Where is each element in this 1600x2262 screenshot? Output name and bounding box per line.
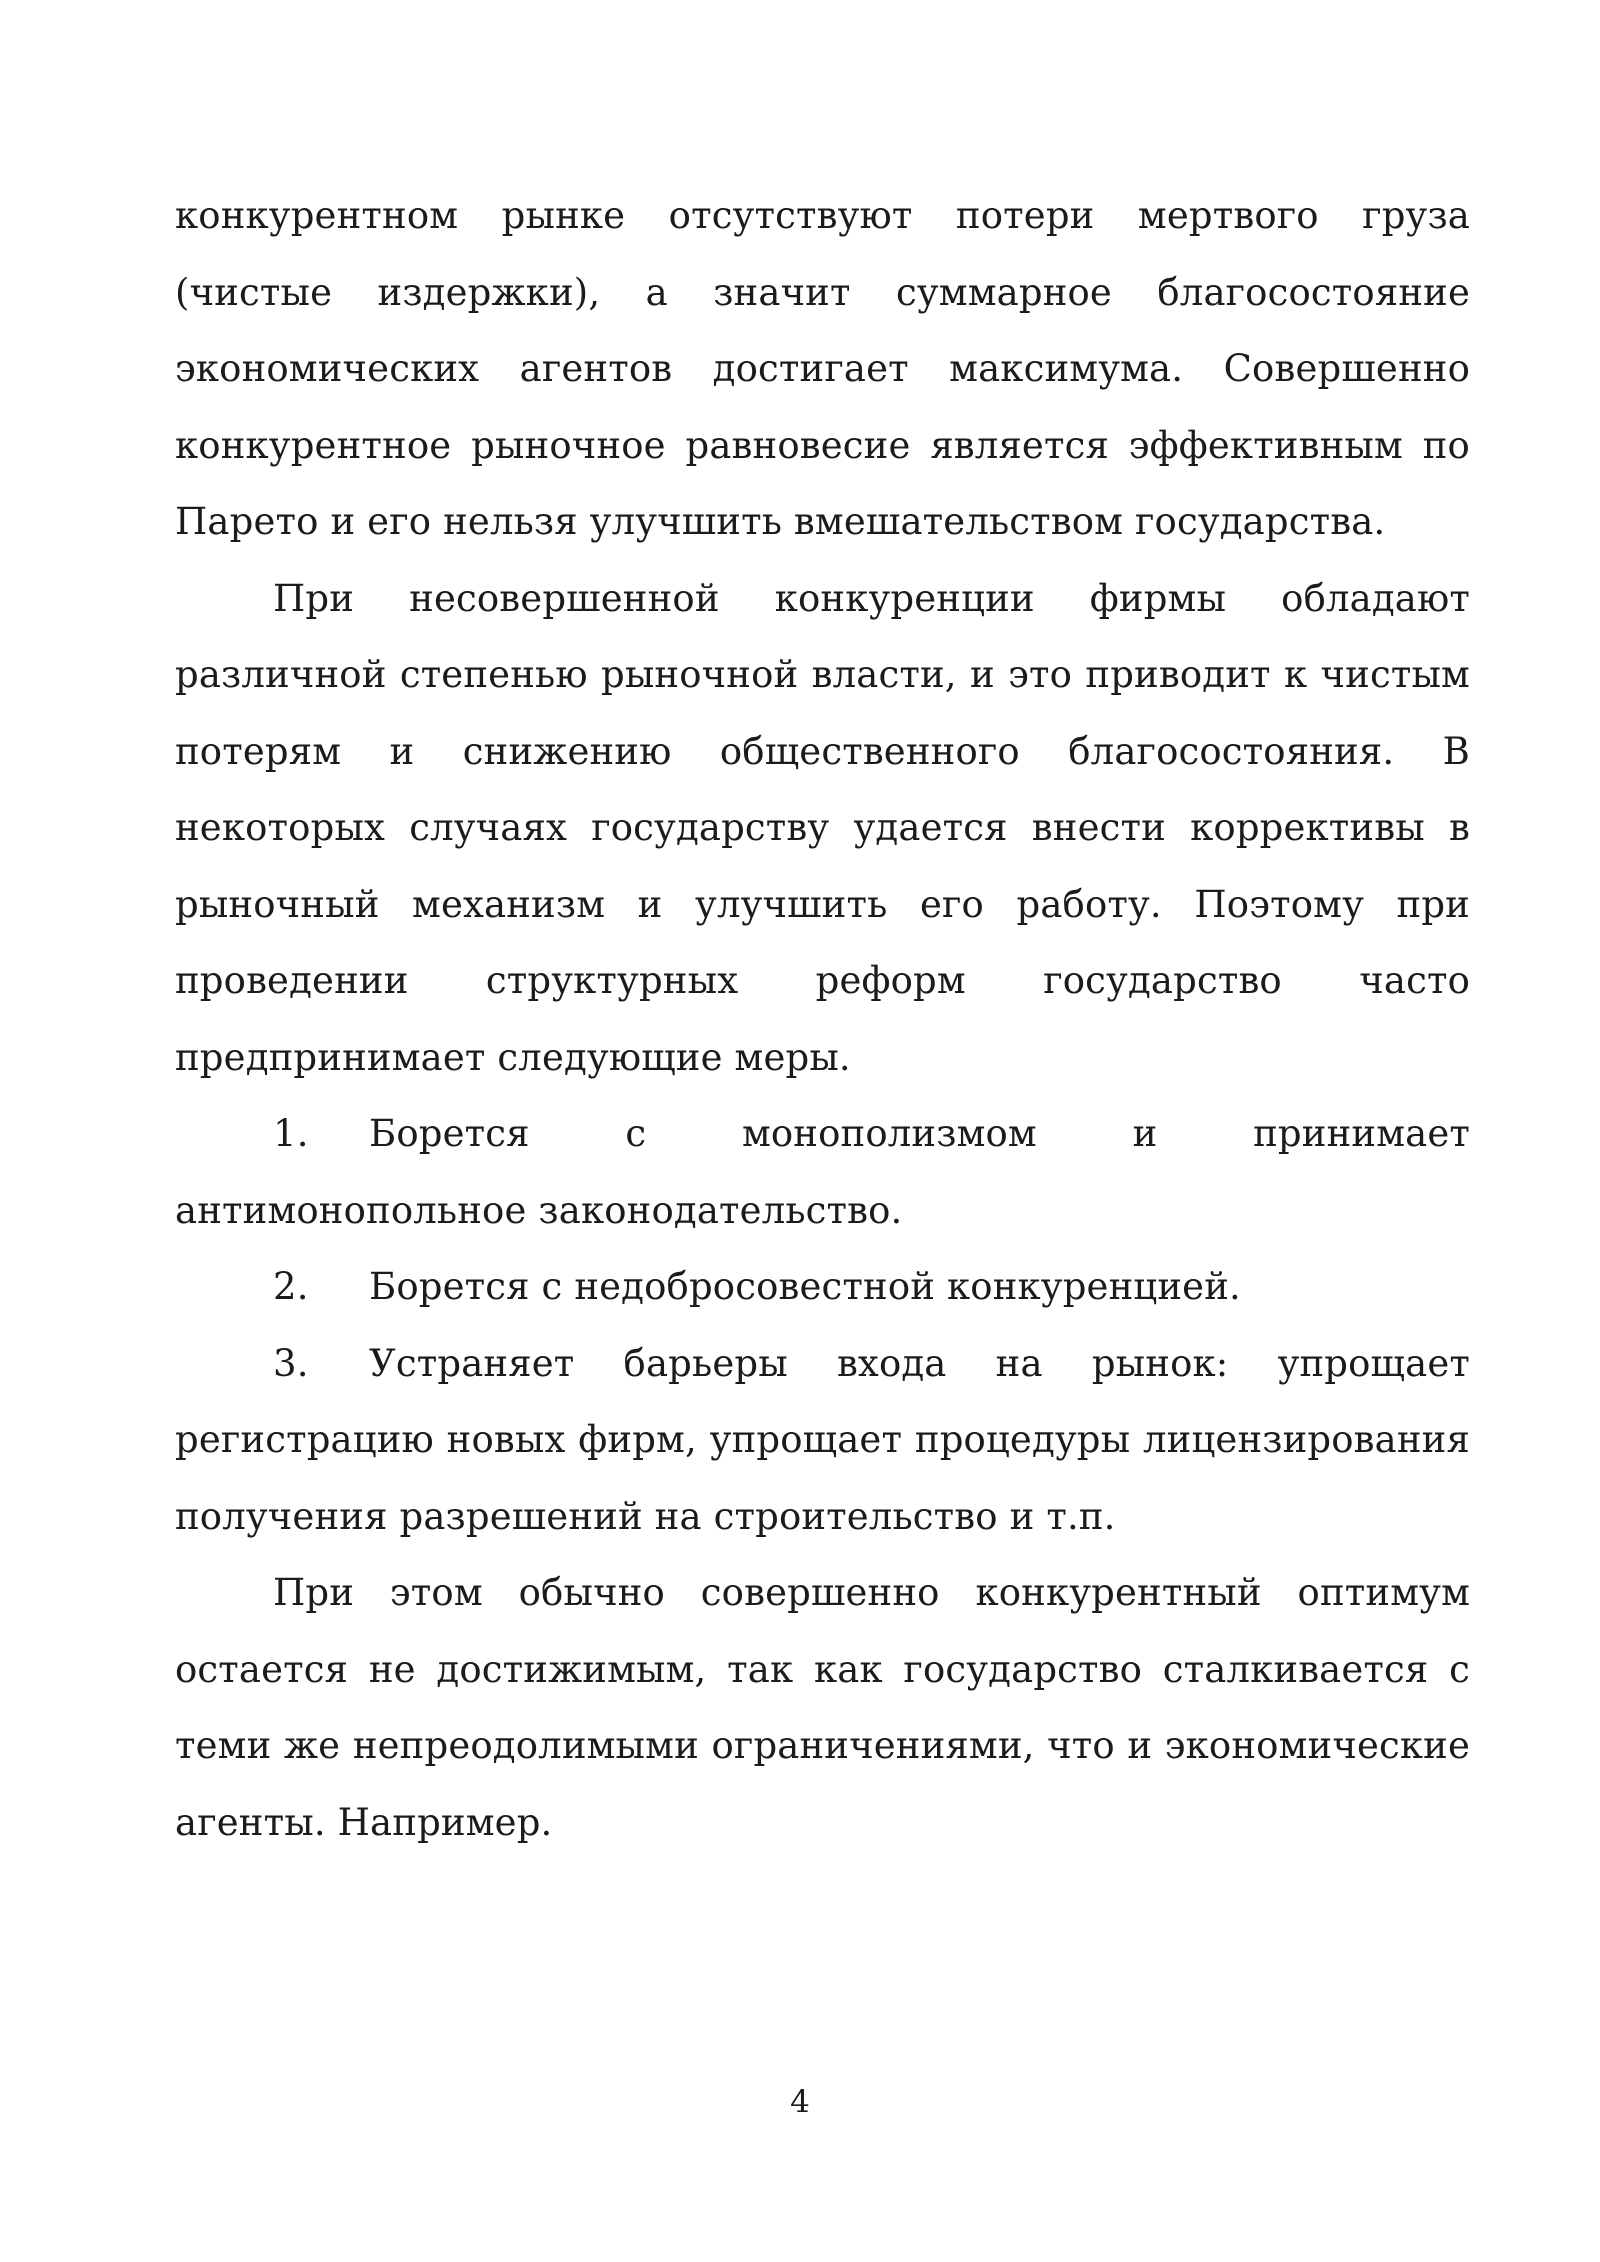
- list-item-text: Устраняет барьеры входа на рынок: упрощает регистрацию новых фирм, упрощает процедуры лицензирования получения разрешений на строительство и т.п.: [175, 1341, 1470, 1538]
- list-item-text: Борется с недобросовестной конкуренцией.: [369, 1265, 1241, 1308]
- page-number: 4: [790, 2084, 810, 2120]
- document-body: [175, 178, 1470, 1861]
- list-item-1: [175, 1096, 1470, 1249]
- list-number: 3.: [273, 1341, 309, 1385]
- list-item-text: Борется с монополизмом и принимает антимонопольное законодательство.: [175, 1112, 1470, 1232]
- list-number: 2.: [273, 1265, 309, 1308]
- list-item-2: [175, 1249, 1470, 1326]
- list-item-3: [175, 1326, 1470, 1556]
- paragraph-continuation: конкурентном рынке отсутствуют потери мертвого груза (чистые издержки), а значит суммарное благосостояние экономических агентов достигает максимума. Совершенно конкурентное рыночное равновесие является эффективным по Парето и его нельзя улучшить вмешательством государства.: [175, 194, 1470, 543]
- list-number: 1.: [273, 1112, 309, 1155]
- paragraph-imperfect-competition: При несовершенной конкуренции фирмы обладают различной степенью рыночной власти, и это приводит к чистым потерям и снижению общественного благосостояния. В некоторых случаях государству удается внести коррективы в рыночный механизм и улучшить его работу. Поэтому при проведении структурных реформ государство часто предпринимает следующие меры.: [175, 576, 1470, 1079]
- paragraph-conclusion: При этом обычно совершенно конкурентный оптимум остается не достижимым, так как государство сталкивается с теми же непреодолимыми ограничениями, что и экономические агенты. Например.: [175, 1571, 1470, 1844]
